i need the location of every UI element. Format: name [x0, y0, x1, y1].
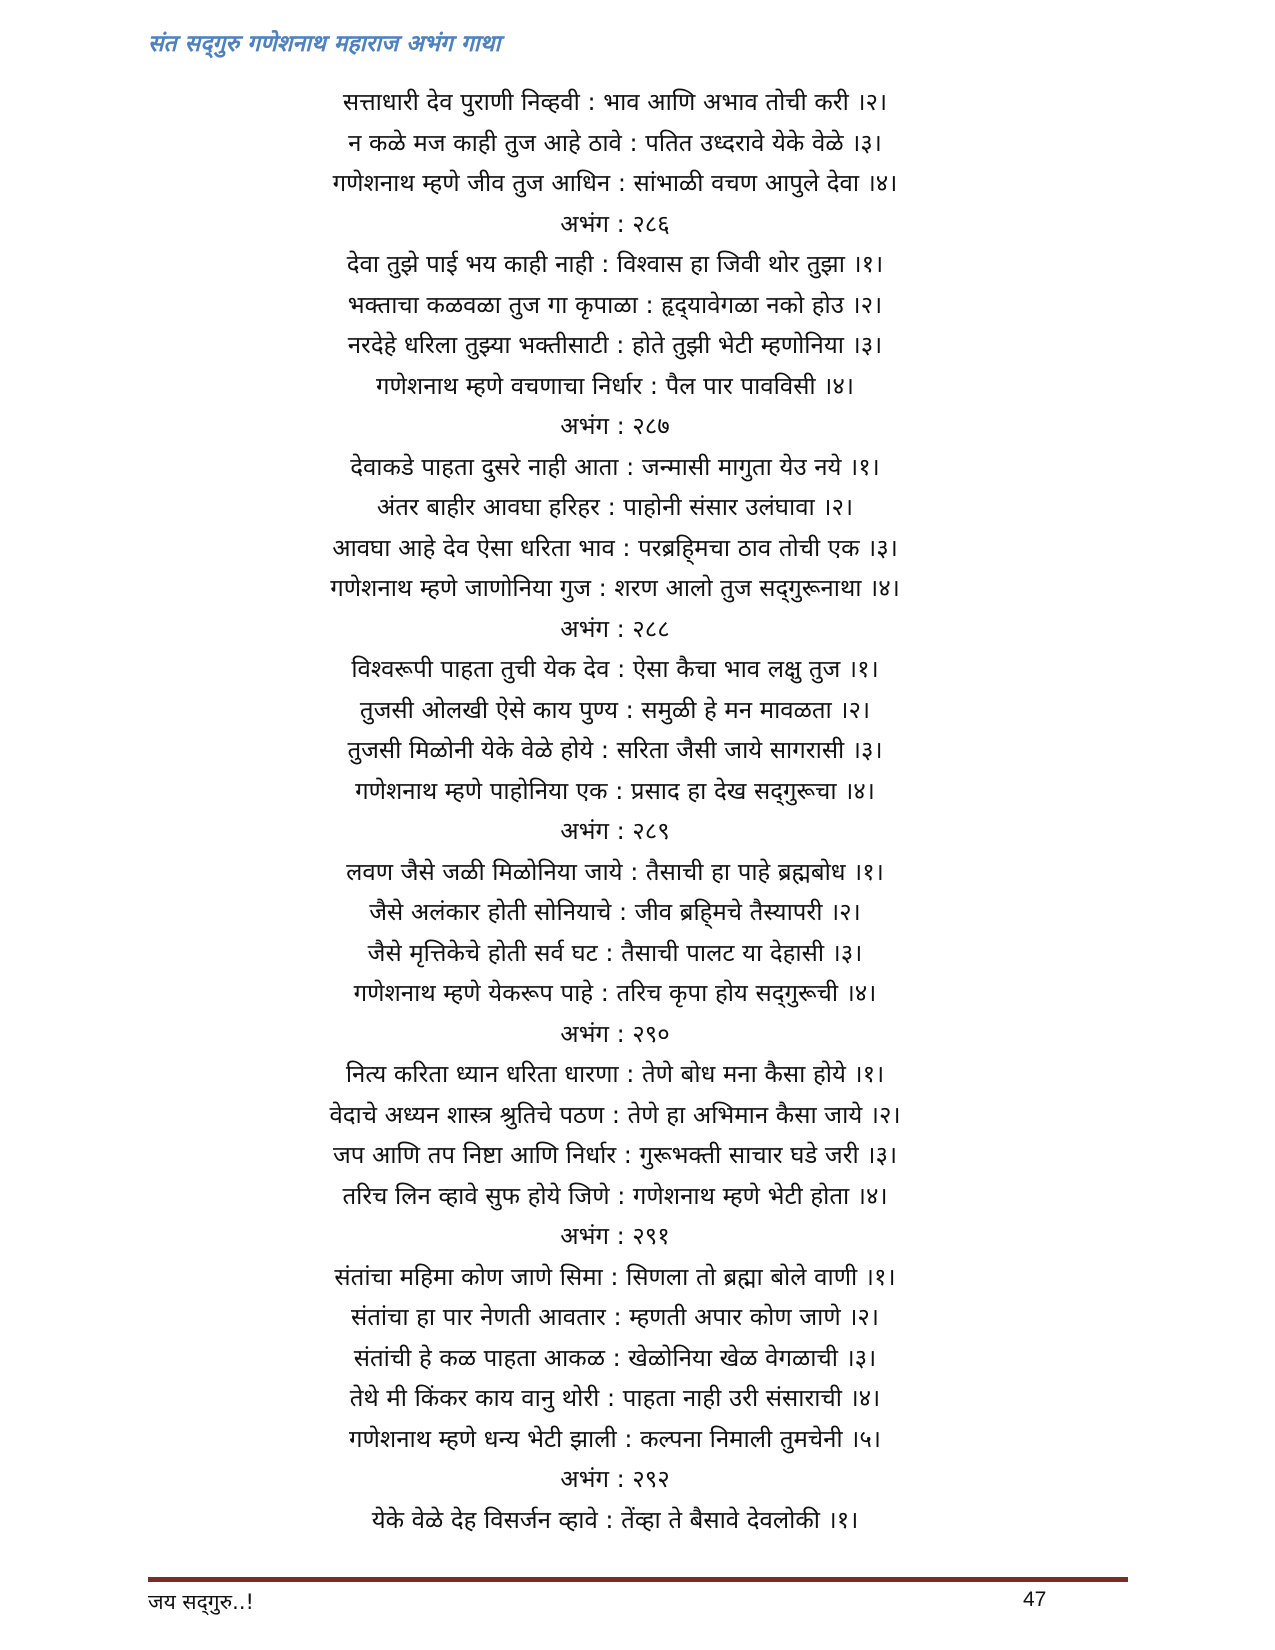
- verse-line: गणेशनाथ म्हणे जाणोनिया गुज : शरण आलो तुज सद्‌गुरूनाथा ।४।: [330, 574, 900, 602]
- footer-salutation: जय सद्‌गुरु..!: [148, 1590, 254, 1614]
- abhang-heading: अभंग : २८७: [560, 412, 670, 440]
- footer-divider: [148, 1577, 1128, 1582]
- abhang-text-body: [150, 82, 1080, 1540]
- verse-line: गणेशनाथ म्हणे धन्य भेटी झाली : कल्पना निमाली तुमचेनी ।५।: [349, 1424, 881, 1453]
- abhang-heading: अभंग : २९२: [560, 1465, 670, 1493]
- verse-line: लवण जैसे जळी मिळोनिया जाये : तैसाची हा पाहे ब्रह्मबोध ।१।: [346, 857, 884, 886]
- verse-line: जैसे मृत्तिकेचे होती सर्व घट : तैसाची पालट या देहासी ।३।: [367, 938, 863, 967]
- abhang-heading: अभंग : २८८: [560, 614, 670, 643]
- verse-line: गणेशनाथ म्हणे वचणाचा निर्धार : पैल पार पावविसी ।४।: [376, 371, 854, 400]
- verse-line: सत्ताधारी देव पुराणी निव्हवी : भाव आणि अभाव तोची करी ।२।: [342, 88, 888, 116]
- verse-line: तुजसी ओलखी ऐसे काय पुण्य : समुळी हे मन मावळता ।२।: [359, 695, 871, 724]
- verse-line: देवा तुझे पाई भय काही नाही : विश्वास हा जिवी थोर तुझा ।१।: [346, 250, 884, 278]
- verse-line: संतांचा महिमा कोण जाणे सिमा : सिणला तो ब्रह्मा बोले वाणी ।१।: [334, 1262, 896, 1291]
- abhang-heading: अभंग : २८९: [560, 817, 670, 845]
- page-number: 47: [1023, 1588, 1047, 1611]
- verse-line: संतांचा हा पार नेणती आवतार : म्हणती अपार कोण जाणे ।२।: [350, 1303, 879, 1331]
- abhang-heading: अभंग : २९०: [560, 1019, 670, 1048]
- verse-line: आवघा आहे देव ऐसा धरिता भाव : परब्रहि्मचा ठाव तोची एक ।३।: [332, 533, 898, 562]
- verse-line: तुजसी मिळोनी येके वेळे होये : सरिता जैसी जाये सागरासी ।३।: [347, 736, 883, 764]
- verse-line: गणेशनाथ म्हणे येकरूप पाहे : तरिच कृपा होय सद्‌गुरूची ।४।: [353, 979, 877, 1007]
- running-header: संत सद्‌गुरु गणेशनाथ महाराज अभंग गाथा: [148, 31, 501, 57]
- verse-line: येके वेळे देह विसर्जन व्हावे : तेंव्हा ते बैसावे देवलोकी ।१।: [371, 1505, 859, 1534]
- verse-line: अंतर बाहीर आवघा हरिहर : पाहोनी संसार उलंघावा ।२।: [376, 493, 854, 521]
- verse-line: गणेशनाथ म्हणे पाहोनिया एक : प्रसाद हा देख सद्‌गुरूचा ।४।: [355, 776, 875, 805]
- verse-line: गणेशनाथ म्हणे जीव तुज आधिन : सांभाळी वचण आपुले देवा ।४।: [332, 169, 898, 197]
- verse-line: जप आणि तप निष्टा आणि निर्धार : गुरूभक्ती साचार घडे जरी ।३।: [332, 1141, 898, 1169]
- verse-line: न कळे मज काही तुज आहे ठावे : पतित उध्दरावे येके वेळे ।३।: [348, 128, 882, 157]
- verse-line: नित्य करिता ध्यान धरिता धारणा : तेणे बोध मना कैसा होये ।१।: [345, 1060, 885, 1088]
- verse-line: देवाकडे पाहता दुसरे नाही आता : जन्मासी मागुता येउ नये ।१।: [350, 452, 880, 481]
- verse-line: भक्ताचा कळवळा तुज गा कृपाळा : हृद्‌यावेगळा नको होउ ।२।: [347, 290, 883, 319]
- verse-line: तरिच लिन व्हावे सुफ होये जिणे : गणेशनाथ म्हणे भेटी होता ।४।: [342, 1181, 888, 1210]
- verse-line: नरदेहे धरिला तुझ्या भक्तीसाटी : होते तुझी भेटी म्हणोनिया ।३।: [347, 331, 883, 359]
- verse-line: जैसे अलंकार होती सोनियाचे : जीव ब्रहि्मचे तैस्यापरी ।२।: [369, 898, 861, 926]
- verse-line: तेथे मी किंकर काय वानु थोरी : पाहता नाही उरी संसाराची ।४।: [349, 1384, 881, 1412]
- verse-line: संतांची हे कळ पाहता आकळ : खेळोनिया खेळ वेगळाची ।३।: [353, 1343, 877, 1372]
- verse-line: वेदाचे अध्यन शास्त्र श्रुतिचे पठण : तेणे हा अभिमान कैसा जाये ।२।: [329, 1100, 901, 1129]
- abhang-heading: अभंग : २८६: [560, 209, 670, 238]
- abhang-heading: अभंग : २९१: [560, 1222, 670, 1250]
- verse-line: विश्वरूपी पाहता तुची येक देव : ऐसा कैचा भाव लक्षु तुज ।१।: [351, 655, 879, 683]
